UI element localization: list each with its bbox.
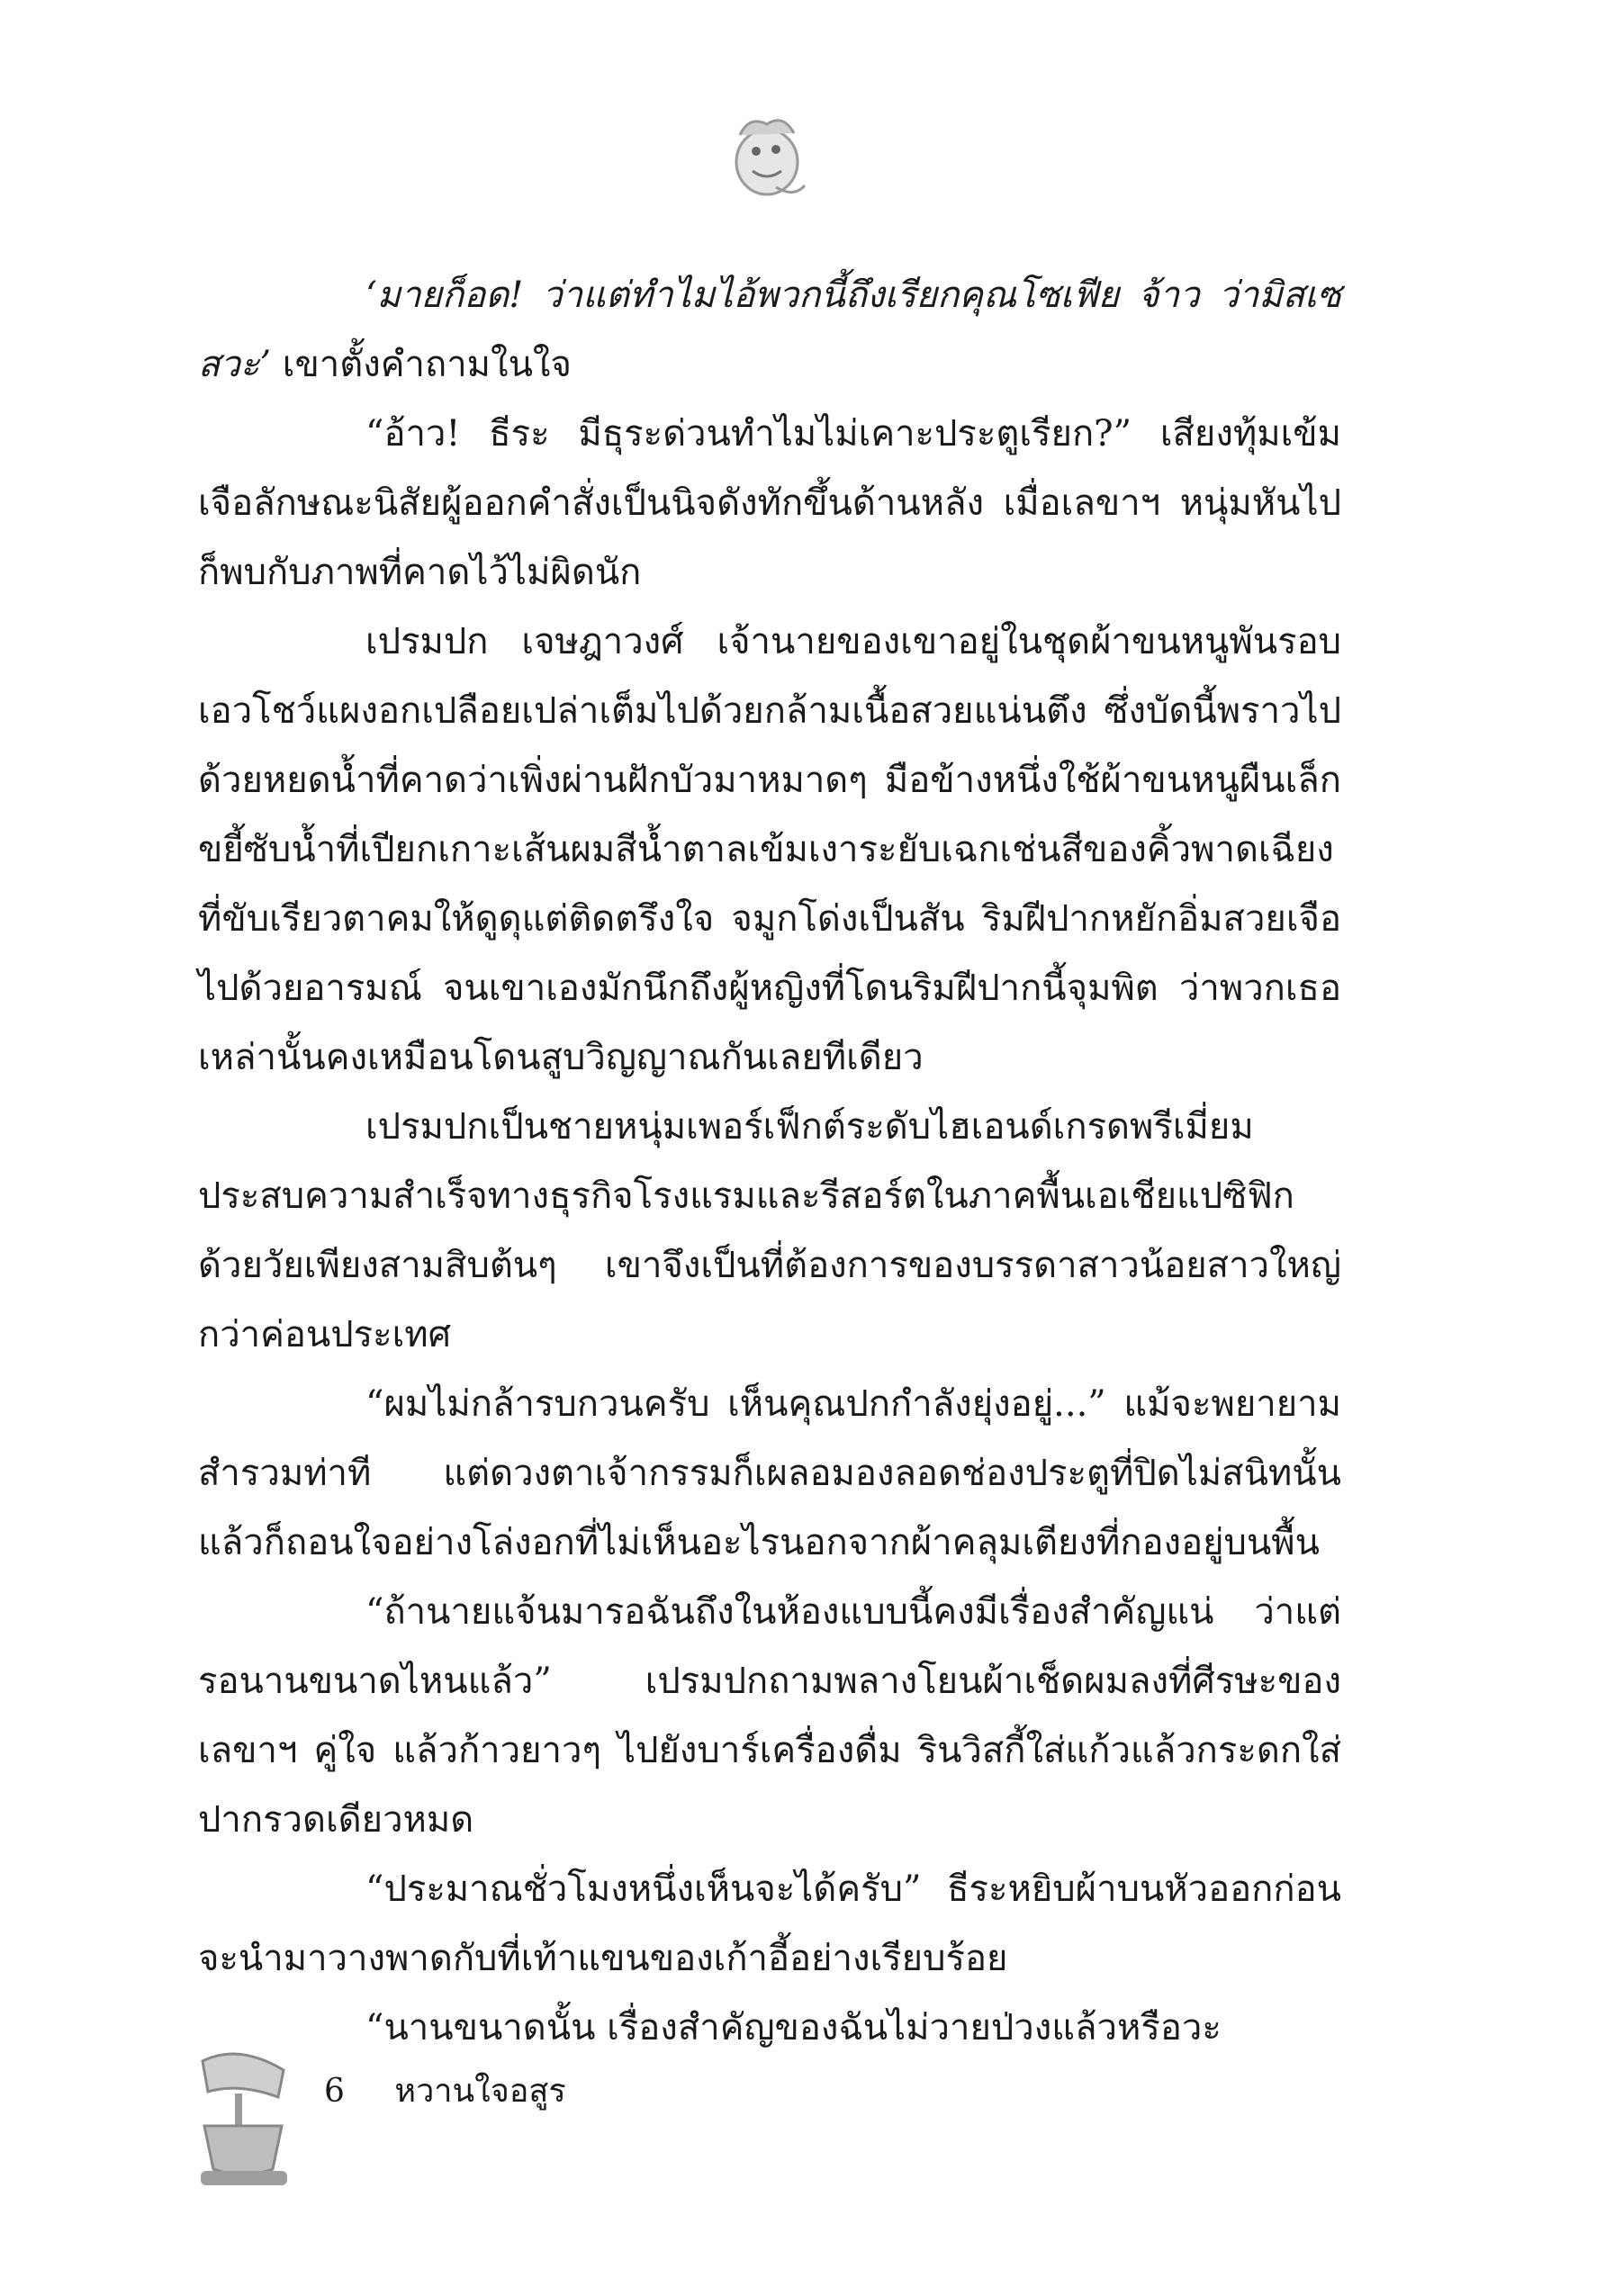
- inner-thought: ‘มายก็อด! ว่าแต่ทำไมไอ้พวกนี้ถึงเรียกคุณโซเฟีย จ้าว ว่ามิสเซสวะ’: [198, 275, 1341, 385]
- paragraph: เปรมปก เจษฎาวงศ์ เจ้านายของเขาอยู่ในชุดผ้าขนหนูพันรอบเอวโชว์แผงอกเปลือยเปล่าเต็มไปด้วยกล้ามเนื้อสวยแน่นตึง ซึ่งบัดนี้พราวไปด้วยหยดน้ำที่คาดว่าเพิ่งผ่านฝักบัวมาหมาดๆ มือข้างหนึ่งใช้ผ้าขนหนูผืนเล็กขยี้ซับน้ำที่เปียกเกาะเส้นผมสีน้ำตาลเข้มเงาระยับเฉกเช่นสีของคิ้วพาดเฉียง ที่ขับเรียวตาคมให้ดูดุแต่ติดตรึงใจ จมูกโด่งเป็นสัน ริมฝีปากหยักอิ่มสวยเจือไปด้วยอารมณ์ จนเขาเองมักนึกถึงผู้หญิงที่โดนริมฝีปากนี้จุมพิต ว่าพวกเธอเหล่านั้นคงเหมือนโดนสูบวิญญาณกันเลยทีเดียว: [198, 621, 1341, 1078]
- cartoon-ornament-icon: [722, 108, 812, 207]
- book-title: หวานใจอสูร: [394, 2073, 566, 2110]
- page-number: 6: [324, 2073, 345, 2110]
- body-text: [198, 261, 1341, 2063]
- paragraph: “อ้าว! ธีระ มีธุระด่วนทำไมไม่เคาะประตูเรียก?” เสียงทุ้มเข้มเจือลักษณะนิสัยผู้ออกคำสั่งเป็นนิจดังทักขึ้นด้านหลัง เมื่อเลขาฯ หนุ่มหันไปก็พบกับภาพที่คาดไว้ไม่ผิดนัก: [198, 413, 1341, 593]
- paragraph: เปรมปกเป็นชายหนุ่มเพอร์เฟ็กต์ระดับไฮเอนด์เกรดพรีเมี่ยม ประสบความสำเร็จทางธุรกิจโรงแรมและรีสอร์ตในภาคพื้นเอเชียแปซิฟิก ด้วยวัยเพียงสามสิบต้นๆ เขาจึงเป็นที่ต้องการของบรรดาสาวน้อยสาวใหญ่กว่าค่อนประเทศ: [198, 1106, 1341, 1355]
- paragraph: “นานขนาดนั้น เรื่องสำคัญของฉันไม่วายป่วงแล้วหรือวะ: [365, 2007, 1222, 2048]
- paragraph: “ประมาณชั่วโมงหนึ่งเห็นจะได้ครับ” ธีระหยิบผ้าบนหัวออกก่อนจะนำมาวางพาดกับที่เท้าแขนของเก้าอี้อย่างเรียบร้อย: [198, 1868, 1341, 1979]
- stand-mixer-icon: [185, 2043, 302, 2192]
- paragraph: “ถ้านายแจ้นมารอฉันถึงในห้องแบบนี้คงมีเรื่องสำคัญแน่ ว่าแต่รอนานขนาดไหนแล้ว” เปรมปกถามพลางโยนผ้าเช็ดผมลงที่ศีรษะของเลขาฯ คู่ใจ แล้วก้าวยาวๆ ไปยังบาร์เครื่องดื่ม รินวิสกี้ใส่แก้วแล้วกระดกใส่ปากรวดเดียวหมด: [198, 1591, 1341, 1841]
- paragraph: “ผมไม่กล้ารบกวนครับ เห็นคุณปกกำลังยุ่งอยู่...” แม้จะพยายามสำรวมท่าที แต่ดวงตาเจ้ากรรมก็เผลอมองลอดช่องประตูที่ปิดไม่สนิทนั้น แล้วก็ถอนใจอย่างโล่งอกที่ไม่เห็นอะไรนอกจากผ้าคลุมเตียงที่กองอยู่บนพื้น: [198, 1383, 1341, 1563]
- paragraph: ‘มายก็อด! ว่าแต่ทำไมไอ้พวกนี้ถึงเรียกคุณโซเฟีย จ้าว ว่ามิสเซสวะ’ เขาตั้งคำถามในใจ: [198, 275, 1341, 385]
- page-footer: [324, 2070, 566, 2113]
